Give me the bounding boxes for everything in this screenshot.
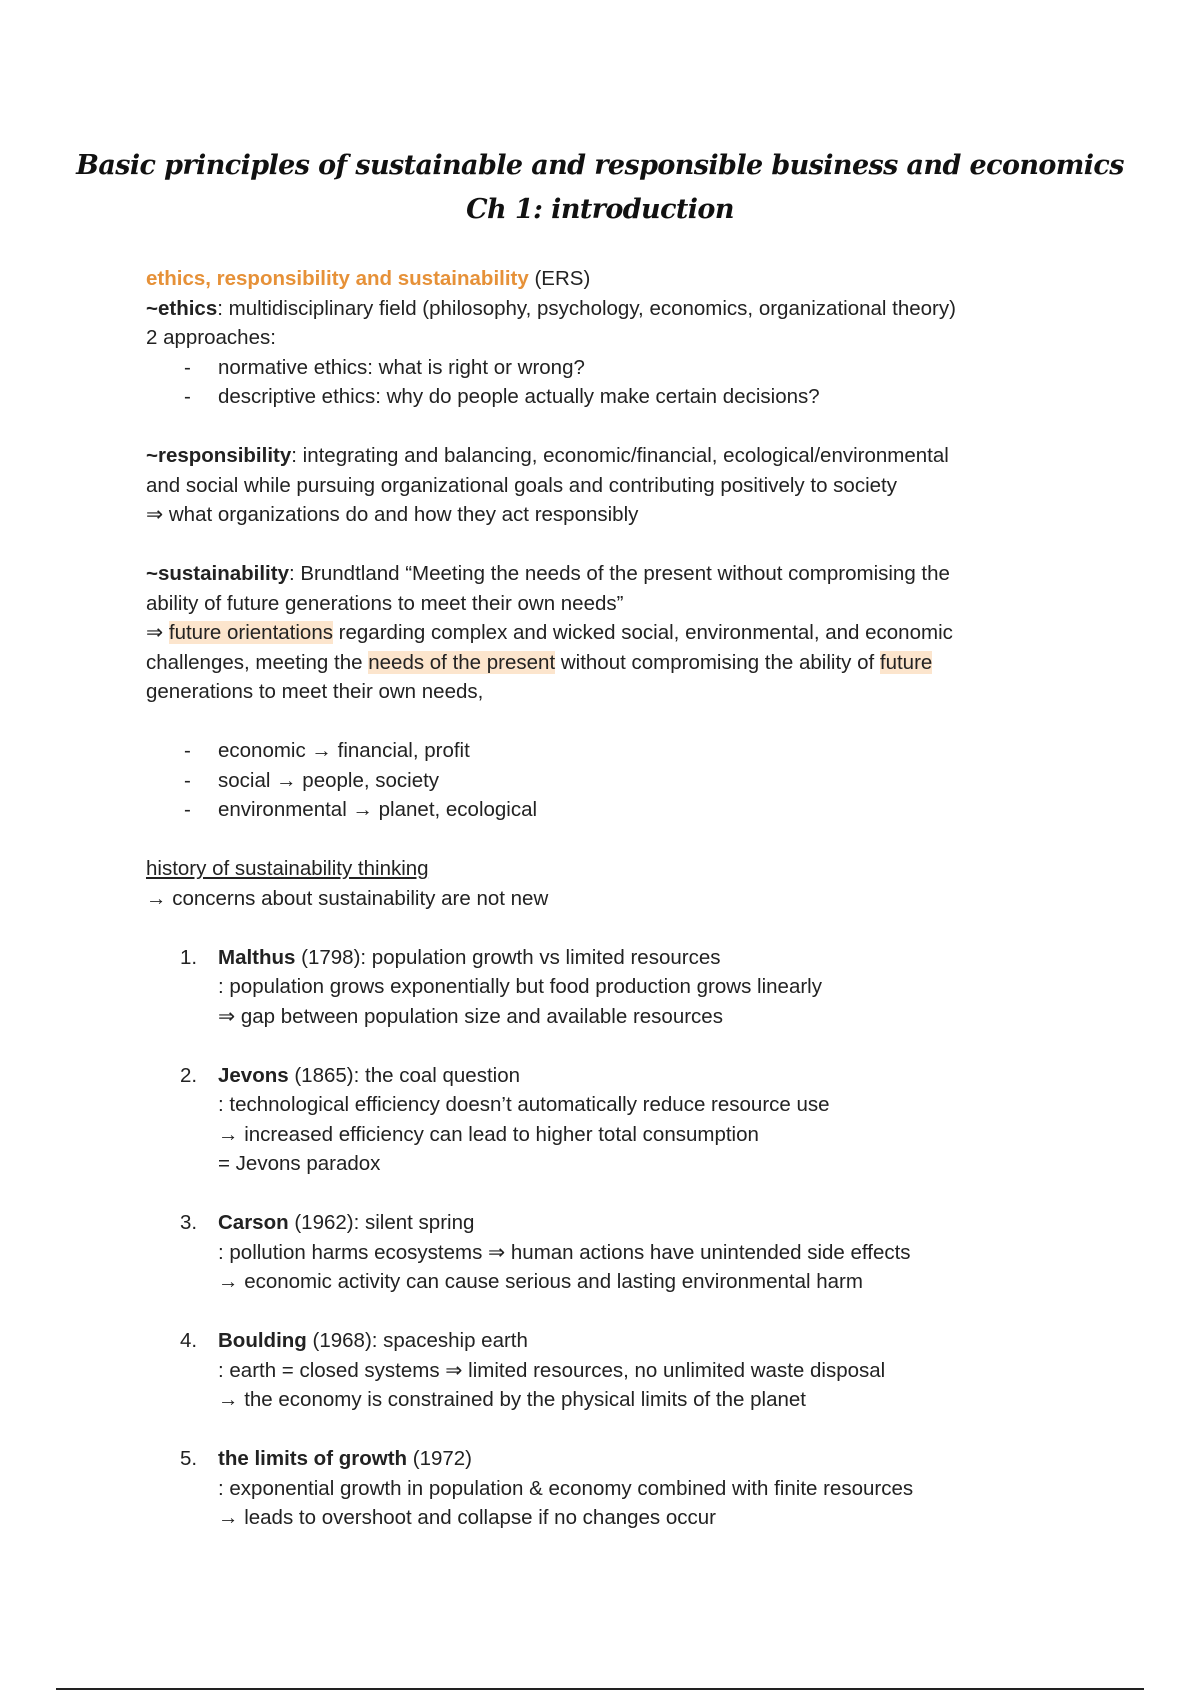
item-number: 2. (180, 1063, 198, 1087)
item-name: Carson (218, 1211, 289, 1234)
history-list (146, 943, 1046, 1533)
item-title: (1962): silent spring (288, 1211, 475, 1234)
item-number: 1. (180, 945, 198, 969)
ethics-term: ~ethics (146, 296, 218, 320)
item-number: 3. (180, 1211, 198, 1234)
highlight-future-orientations: future orientations (168, 621, 333, 644)
history-heading: history of sustainability thinking (146, 857, 429, 880)
item-line: → the economy is constrained by the physical limits of the planet (218, 1388, 806, 1411)
item-heading (218, 946, 720, 969)
responsibility-term: ~responsibility (146, 444, 292, 467)
ers-heading-suffix: (ERS) (528, 267, 591, 290)
history-item-limits-of-growth (146, 1444, 1046, 1533)
ers-heading (146, 264, 1046, 294)
item-line: = Jevons paradox (218, 1152, 381, 1175)
item-heading (218, 1447, 472, 1470)
document-body (146, 264, 1046, 1533)
approaches-list (146, 353, 1046, 412)
item-heading (218, 1211, 474, 1234)
item-line: : technological efficiency doesn’t automatically reduce resource use (218, 1093, 830, 1116)
item-heading (218, 1064, 520, 1087)
item-name: Malthus (218, 945, 296, 969)
footer-divider (56, 1688, 1144, 1690)
history-item-malthus (146, 943, 1046, 1061)
history-item-carson (146, 1208, 1046, 1326)
history-item-boulding (146, 1326, 1046, 1444)
sustainability-def-2: ability of future generations to meet their own needs” (146, 591, 624, 615)
history-item-jevons (146, 1061, 1046, 1209)
item-line: → increased efficiency can lead to higher total consumption (218, 1122, 759, 1146)
sust-text-1: regarding complex and wicked social, environmental, and economic (332, 621, 953, 644)
responsibility-result: ⇒ what organizations do and how they act responsibly (146, 503, 639, 526)
history-intro: → concerns about sustainability are not new (146, 886, 549, 910)
item-name: Jevons (218, 1063, 289, 1087)
chapter-title: Ch 1: introduction (466, 194, 734, 225)
pillars-list (146, 736, 1046, 825)
item-line: → leads to overshoot and collapse if no changes occur (218, 1506, 716, 1529)
item-line: : earth = closed systems ⇒ limited resources, no unlimited waste disposal (218, 1358, 886, 1382)
item-line: ⇒ gap between population size and available resources (218, 1004, 723, 1028)
list-item: - descriptive ethics: why do people actually make certain decisions? (146, 382, 1046, 412)
sust-text-2: challenges, meeting the (146, 650, 369, 674)
sustainability-term: ~sustainability (146, 562, 289, 585)
item-name: Boulding (218, 1329, 307, 1352)
document-title: Basic principles of sustainable and responsible business and economics (76, 150, 1124, 181)
highlight-future: future (879, 650, 933, 674)
sust-text-3: without compromising the ability of (555, 650, 880, 674)
item-line: : exponential growth in population & economy combined with finite resources (218, 1476, 914, 1500)
item-line: → economic activity can cause serious and lasting environmental harm (218, 1270, 863, 1293)
sustainability-explanation-1 (146, 618, 1046, 648)
item-number: 5. (180, 1447, 198, 1470)
item-line: : population grows exponentially but food production grows linearly (218, 975, 822, 998)
item-title: (1798): population growth vs limited resources (295, 945, 721, 969)
list-item: - normative ethics: what is right or wrong? (146, 353, 1046, 383)
highlight-needs-of-present: needs of the present (368, 650, 556, 674)
sustainability-def-1: : Brundtland “Meeting the needs of the present without compromising the (288, 562, 950, 585)
list-item: - environmental → planet, ecological (146, 795, 1046, 825)
item-title: (1972) (407, 1447, 473, 1470)
item-title: (1968): spaceship earth (306, 1329, 528, 1352)
responsibility-def-1: : integrating and balancing, economic/financial, ecological/environmental (291, 444, 949, 467)
ethics-definition (146, 294, 1046, 324)
sustainability-explanation-2 (146, 648, 1046, 678)
arrow: ⇒ (146, 621, 169, 644)
responsibility-definition (146, 441, 1046, 471)
item-number: 4. (180, 1329, 198, 1352)
sustainability-definition (146, 559, 1046, 589)
list-item: - economic → financial, profit (146, 736, 1046, 766)
item-line: : pollution harms ecosystems ⇒ human actions have unintended side effects (218, 1240, 911, 1264)
list-item: - social → people, society (146, 766, 1046, 796)
item-heading (218, 1329, 528, 1352)
item-title: (1865): the coal question (288, 1063, 521, 1087)
responsibility-def-2: and social while pursuing organizational goals and contributing positively to society (146, 473, 897, 497)
ers-heading-text: ethics, responsibility and sustainability (146, 267, 529, 290)
item-name: the limits of growth (218, 1447, 408, 1470)
approaches-label: 2 approaches: (146, 326, 276, 349)
sustainability-explanation-3: generations to meet their own needs, (146, 680, 484, 703)
ethics-def-text: : multidisciplinary field (philosophy, psychology, economics, organizational theory) (217, 296, 956, 320)
